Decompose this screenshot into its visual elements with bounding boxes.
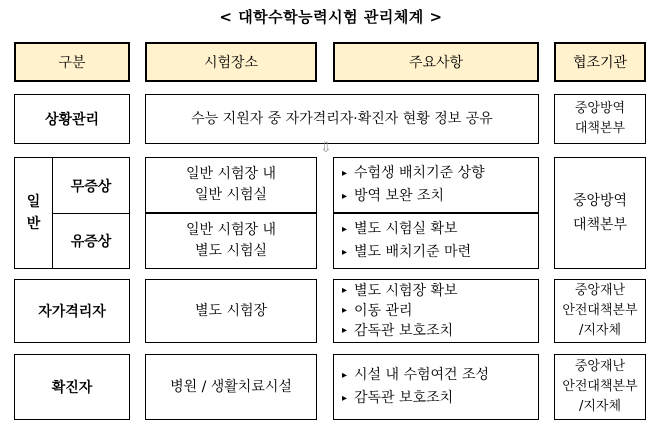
general-org-line1: 중앙방역 [572,193,628,209]
general-org [554,157,646,269]
situation-label: 상황관리 [14,94,130,144]
confirmed-org [554,354,646,420]
list-item: ▸ 방역 보완 조치 [342,185,485,208]
header-org: 협조기관 [554,42,646,82]
situation-org [554,94,646,144]
symptomatic-venue [145,213,317,269]
self-isolation-org [554,279,646,343]
self-isolation-items [333,279,539,343]
list-item: ▸ 별도 배치기준 마련 [342,241,471,264]
asymptomatic-label: 무증상 [70,178,112,195]
asymptomatic-items [333,157,539,213]
confirmed-org-line1: 중앙재난 [574,359,626,374]
symptomatic-label: 유증상 [70,234,112,250]
confirmed-items [333,354,539,420]
list-item: ▸ 감독관 보호조치 [342,387,489,410]
header-items: 주요사항 [333,42,539,82]
general-label [15,158,52,268]
header-venue: 시험장소 [145,42,317,82]
general-label-line1: 일 [26,194,41,210]
confirmed-org-line2: 안전대책본부 [562,379,638,394]
situation-org-line2: 대책본부 [574,121,626,136]
self-isolation-org-line2: 안전대책본부 [562,303,638,318]
asymptomatic-venue-line2: 일반 시험실 [194,187,268,203]
list-item: ▸ 이동 관리 [342,301,458,321]
general-org-line2: 대책본부 [572,217,628,233]
general-category [14,157,130,269]
self-isolation-org-line1: 중앙재난 [574,283,626,298]
situation-org-line1: 중앙방역 [574,101,626,116]
list-item: ▸ 시설 내 수험여건 조성 [342,364,489,387]
self-isolation-org-line3: /지자체 [578,323,622,338]
asymptomatic-venue-line1: 일반 시험장 내 [185,166,277,182]
page-title: < 대학수학능력시험 관리체계 > [219,8,443,26]
list-item: ▸ 감독관 보호조치 [342,321,458,341]
symptomatic-venue-line1: 일반 시험장 내 [185,222,277,238]
confirmed-label: 확진자 [14,354,130,420]
self-isolation-venue: 별도 시험장 [145,279,317,343]
asymptomatic-venue [145,157,317,213]
list-item: ▸ 수험생 배치기준 상향 [342,162,485,185]
down-arrow-icon: ⇩ [320,140,332,156]
header-category: 구분 [14,42,130,82]
list-item: ▸ 별도 시험장 확보 [342,281,458,301]
general-label-line2: 반 [26,216,41,232]
list-item: ▸ 별도 시험실 확보 [342,218,471,241]
symptomatic-venue-line2: 별도 시험실 [194,243,268,259]
self-isolation-label: 자가격리자 [14,279,130,343]
confirmed-org-line3: /지자체 [578,399,622,414]
symptomatic-items [333,213,539,269]
confirmed-venue: 병원 / 생활치료시설 [145,354,317,420]
situation-venue: 수능 지원자 중 자가격리자·확진자 현황 정보 공유 [145,94,539,144]
